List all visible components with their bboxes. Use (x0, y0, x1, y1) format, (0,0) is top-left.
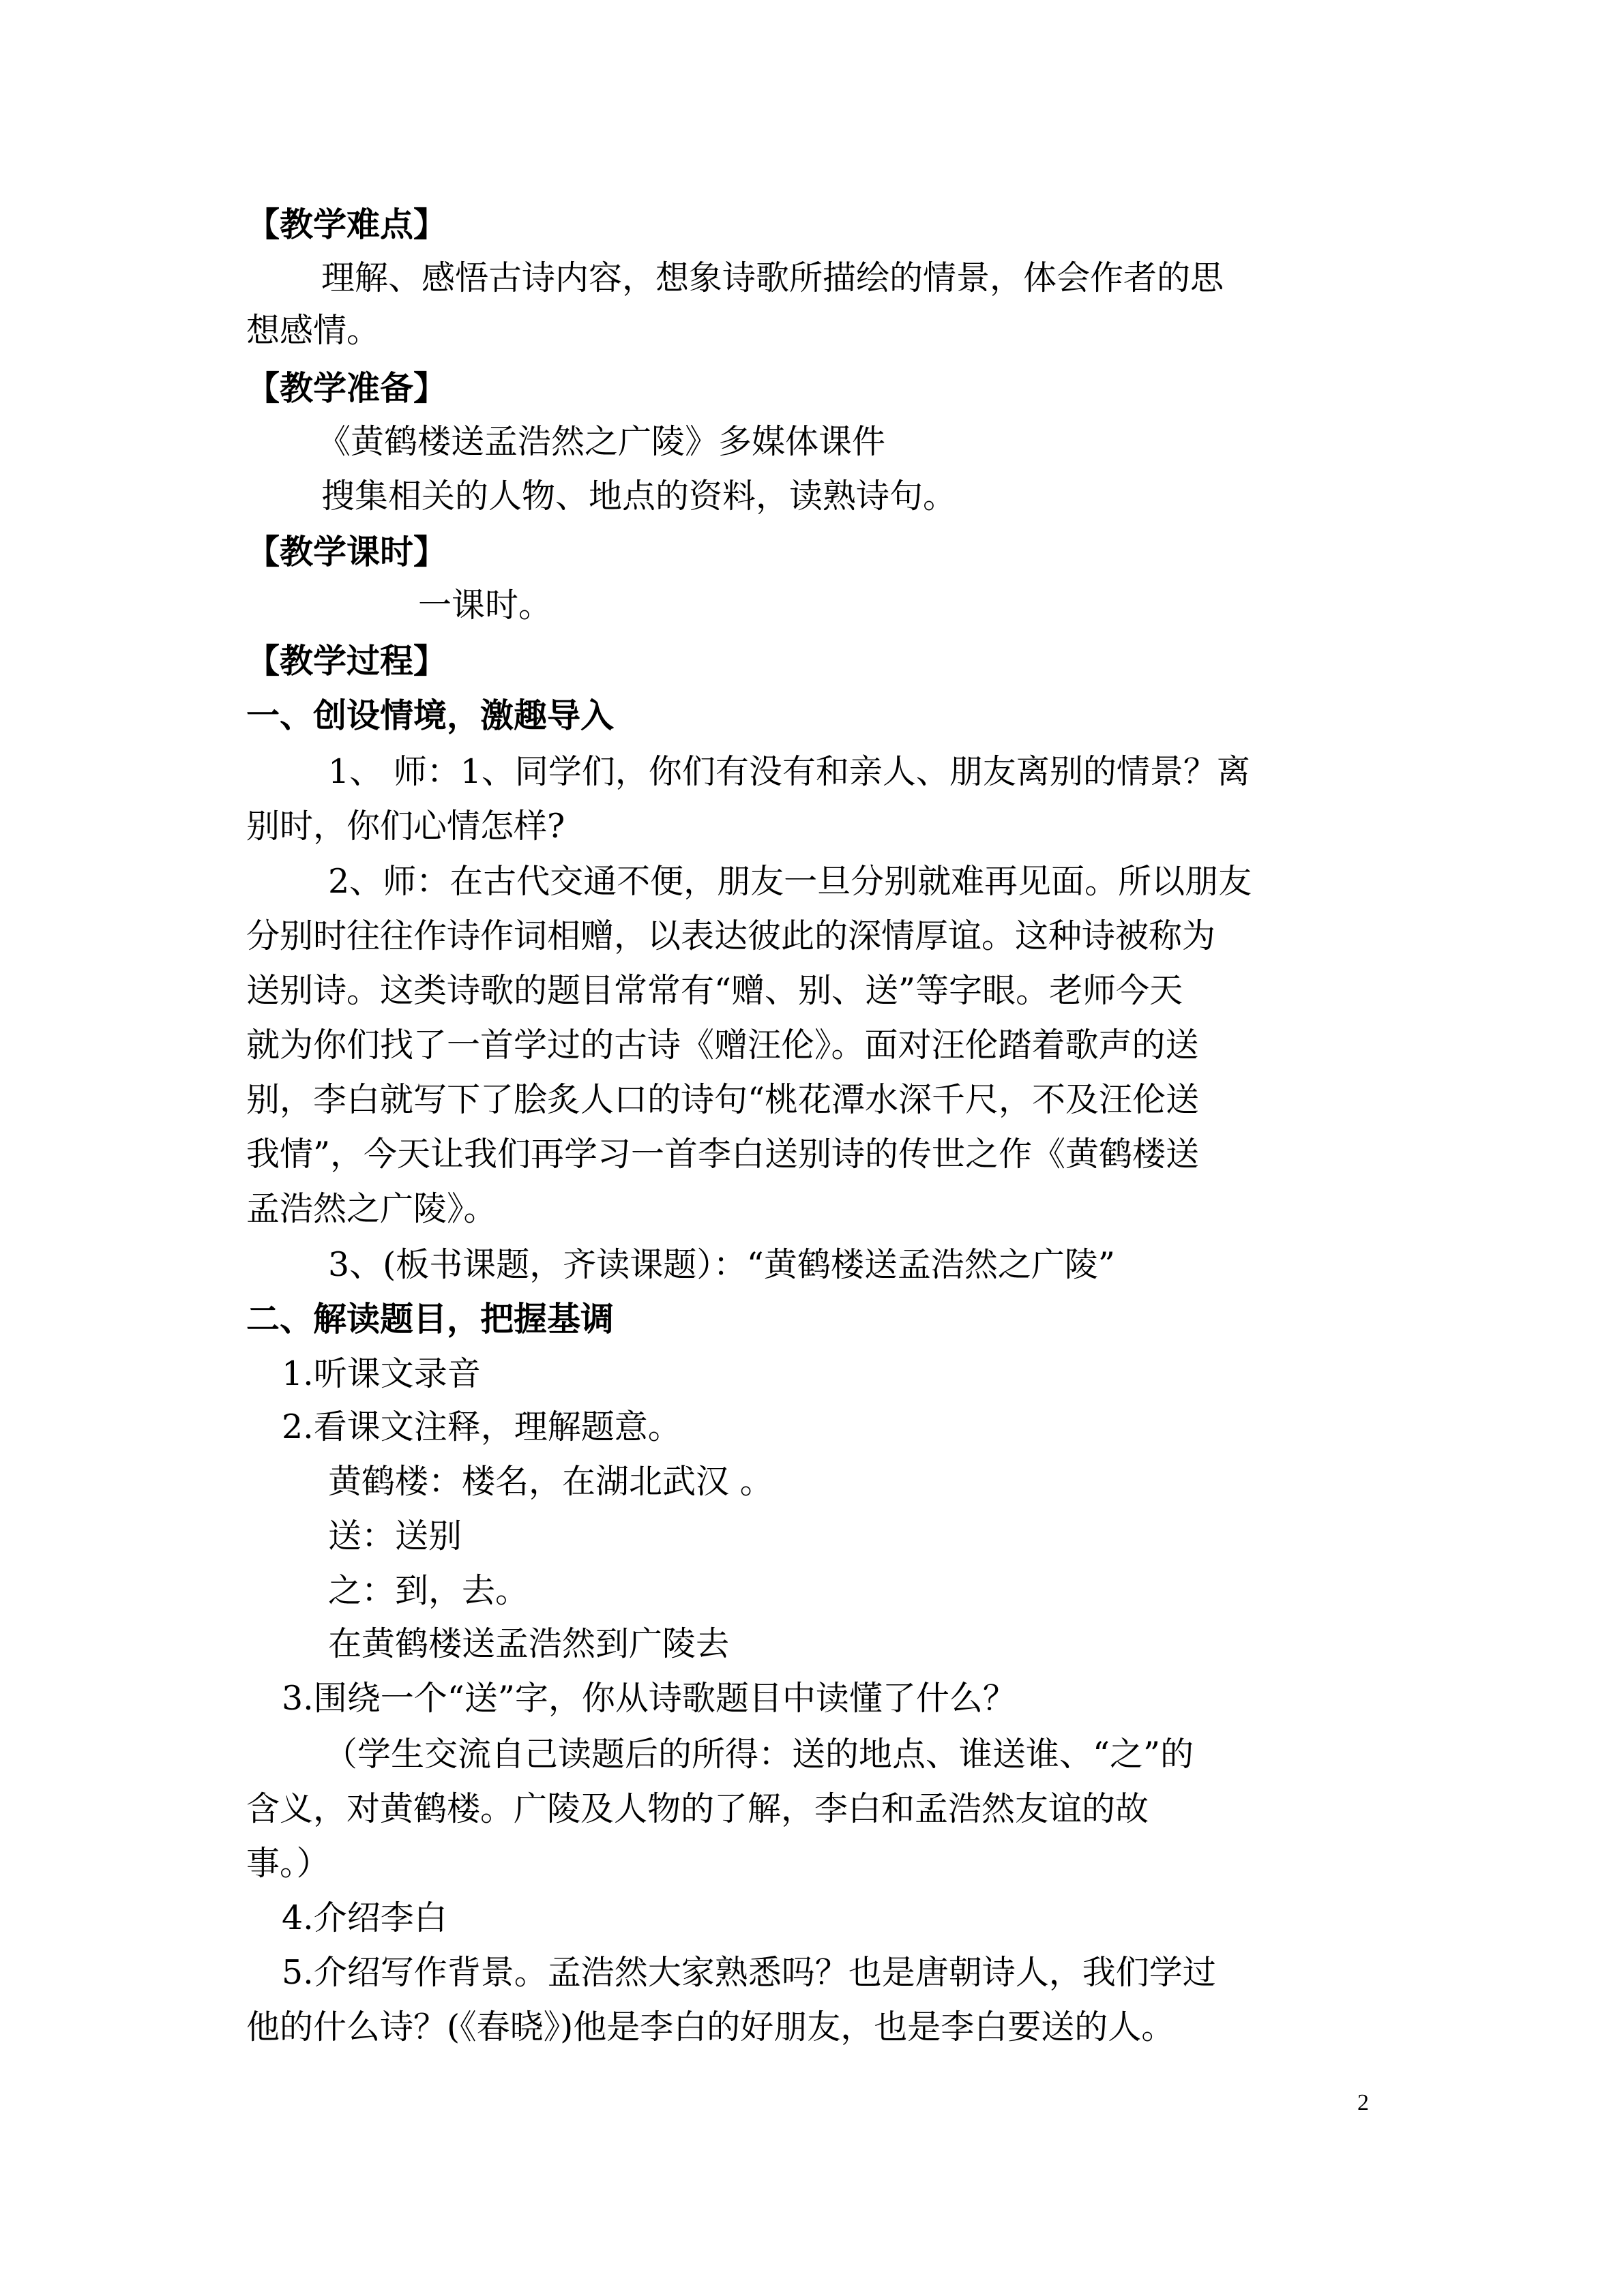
paragraph-line: 别，李白就写下了脍炙人口的诗句“桃花潭水深千尺，不及汪伦送 (246, 1080, 1200, 1119)
list-item: 5.介绍写作背景。孟浩然大家熟悉吗？也是唐朝诗人，我们学过 (282, 1953, 1216, 1992)
paragraph-line: 孟浩然之广陵》。 (246, 1189, 497, 1228)
heading-teaching-preparation: 【教学准备】 (246, 369, 447, 408)
heading-teaching-difficulty: 【教学难点】 (246, 205, 447, 244)
paragraph-line: 理解、感悟古诗内容，想象诗歌所描绘的情景，体会作者的思 (321, 258, 1224, 297)
paragraph-line: 他的什么诗？(《春晓》)他是李白的好朋友，也是李白要送的人。 (246, 2008, 1175, 2046)
paragraph-line: 事。） (246, 1844, 330, 1883)
paragraph-line: 就为你们找了一首学过的古诗《赠汪伦》。面对汪伦踏着歌声的送 (246, 1026, 1199, 1064)
paragraph-line: 之：到，去。 (328, 1571, 529, 1610)
section-heading-2: 二、解读题目，把握基调 (246, 1300, 615, 1339)
paragraph-line: 2、师：在古代交通不便，朋友一旦分别就难再见面。所以朋友 (328, 862, 1252, 901)
paragraph-line: 想感情。 (246, 311, 381, 350)
paragraph-line: 一课时。 (418, 586, 552, 625)
paragraph-line: 3、(板书课题，齐读课题）：“黄鹤楼送孟浩然之广陵” (328, 1245, 1115, 1284)
paragraph-line: 分别时往往作诗作词相赠，以表达彼此的深情厚谊。这种诗被称为 (246, 916, 1216, 955)
list-item: 4.介绍李白 (282, 1898, 447, 1937)
paragraph-line: 搜集相关的人物、地点的资料，读熟诗句。 (321, 477, 957, 516)
paragraph-line: 在黄鹤楼送孟浩然到广陵去 (328, 1624, 730, 1663)
paragraph-line: （学生交流自己读题后的所得：送的地点、谁送谁、“之”的 (324, 1735, 1194, 1774)
list-item: 2.看课文注释，理解题意。 (282, 1407, 681, 1446)
section-heading-1: 一、创设情境，激趣导入 (246, 696, 615, 735)
list-item: 3.围绕一个“送”字，你从诗歌题目中读懂了什么？ (282, 1679, 1016, 1718)
heading-class-hours: 【教学课时】 (246, 533, 447, 571)
heading-teaching-process: 【教学过程】 (246, 642, 447, 681)
list-item: 1.听课文录音 (282, 1354, 481, 1393)
paragraph-line: 黄鹤楼：楼名，在湖北武汉 。 (328, 1462, 773, 1501)
page-number: 2 (1357, 2090, 1369, 2115)
paragraph-line: 《黄鹤楼送孟浩然之广陵》多媒体课件 (317, 422, 886, 461)
paragraph-line: 送：送别 (328, 1517, 462, 1555)
paragraph-line: 送别诗。这类诗歌的题目常常有“赠、别、送”等字眼。老师今天 (246, 971, 1183, 1010)
paragraph-line: 1、 师：1、同学们，你们有没有和亲人、朋友离别的情景？离 (328, 752, 1250, 791)
paragraph-line: 别时，你们心情怎样? (246, 807, 565, 846)
paragraph-line: 我情”，今天让我们再学习一首李白送别诗的传世之作《黄鹤楼送 (246, 1135, 1200, 1174)
paragraph-line: 含义，对黄鹤楼。广陵及人物的了解，李白和孟浩然友谊的故 (246, 1789, 1149, 1828)
